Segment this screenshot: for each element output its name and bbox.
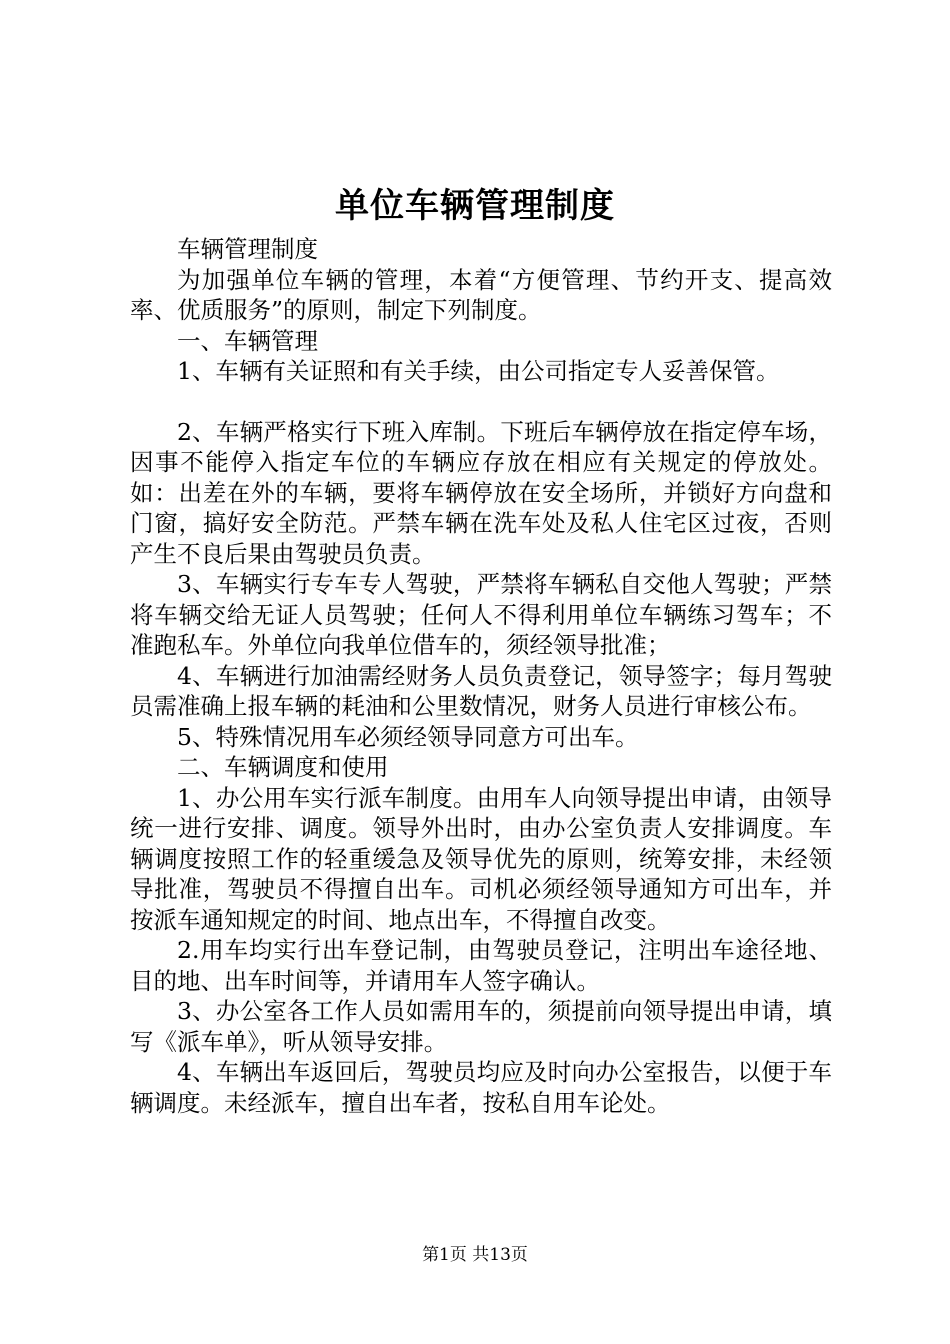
paragraph-item: 3、办公室各工作人员如需用车的，须提前向领导提出申请，填写《派车单》，听从领导安排。 bbox=[130, 997, 832, 1056]
paragraph-intro: 为加强单位车辆的管理，本着“方便管理、节约开支、提高效率、优质服务”的原则，制定下列制度。 bbox=[130, 265, 832, 324]
paragraph-heading: 车辆管理制度 bbox=[177, 235, 318, 263]
paragraph-item: 5、特殊情况用车必须经领导同意方可出车。 bbox=[177, 722, 639, 751]
paragraph-item: 1、办公用车实行派车制度。由用车人向领导提出申请，由领导统一进行安排、调度。领导外出时，由办公室负责人安排调度。车辆调度按照工作的轻重缓急及领导优先的原则，统筹安排，未经领导批准，驾驶员不得擅自出车。司机必须经领导通知方可出车，并按派车通知规定的时间、地点出车，不得擅自改变。 bbox=[130, 783, 832, 934]
paragraph-item: 2.用车均实行出车登记制，由驾驶员登记，注明出车途径地、目的地、出车时间等，并请用车人签字确认。 bbox=[130, 936, 832, 995]
page-number-footer: 第1页 共13页 bbox=[422, 1245, 528, 1265]
paragraph-item: 2、车辆严格实行下班入库制。下班后车辆停放在指定停车场，因事不能停入指定车位的车辆应存放在相应有关规定的停放处。如：出差在外的车辆，要将车辆停放在安全场所，并锁好方向盘和门窗，搞好安全防范。严禁车辆在洗车处及私人住宅区过夜，否则产生不良后果由驾驶员负责。 bbox=[130, 417, 832, 568]
paragraph-item: 1、车辆有关证照和有关手续，由公司指定专人妥善保管。 bbox=[177, 357, 780, 385]
document-body bbox=[130, 234, 832, 1118]
section-heading-dispatch-and-use: 二、车辆调度和使用 bbox=[177, 753, 389, 781]
paragraph-item: 4、车辆进行加油需经财务人员负责登记，领导签字；每月驾驶员需准确上报车辆的耗油和公里数情况，财务人员进行审核公布。 bbox=[130, 661, 832, 720]
section-heading-vehicle-management: 一、车辆管理 bbox=[177, 326, 318, 355]
paragraph-item: 3、车辆实行专车专人驾驶，严禁将车辆私自交他人驾驶；严禁将车辆交给无证人员驾驶；任何人不得利用单位车辆练习驾车；不准跑私车。外单位向我单位借车的，须经领导批准； bbox=[130, 570, 832, 659]
paragraph-item: 4、车辆出车返回后，驾驶员均应及时向办公室报告，以便于车辆调度。未经派车，擅自出车者，按私自用车论处。 bbox=[130, 1058, 832, 1117]
document-title: 单位车辆管理制度 bbox=[335, 186, 615, 226]
